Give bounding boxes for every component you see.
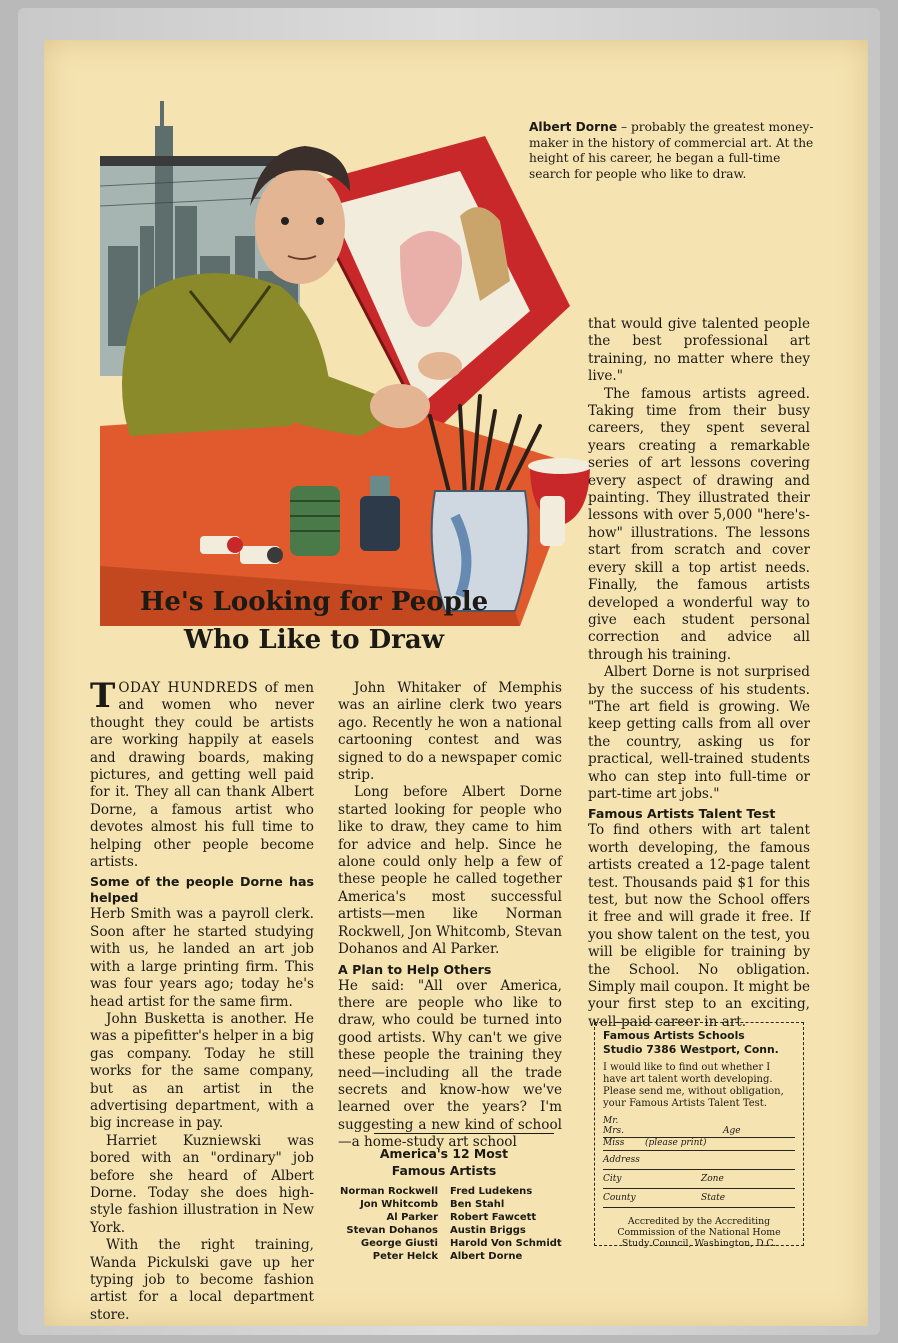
col3-paragraph-4: To find others with art talent worth developing, the famous artists created a 12-page talent test. Thousands paid $1 for this test, but now the School offers it free and will grade it free. If you show talent on the test, you will be eligible for training by the School. No obligation. Simply mail coupon. It might be your first step to an exciting, well-paid career in art.: [588, 822, 810, 1030]
artist-name: Fred Ludekens: [450, 1186, 533, 1197]
article-column-2: [338, 680, 562, 1152]
article-column-1: [90, 676, 314, 1324]
artist-name: Stevan Dohanos: [346, 1225, 438, 1236]
artist-name: George Giusti: [360, 1238, 438, 1249]
col2-paragraph-1: John Whitaker of Memphis was an airline clerk two years ago. Recently he won a national cartooning contest and was signed to do a newspaper comic strip.: [338, 680, 562, 784]
illustration-caption: [529, 120, 819, 182]
headline-line-2: Who Like to Draw: [183, 625, 445, 655]
artist-name: Harold Von Schmidt: [450, 1238, 562, 1249]
please-print-note: (please print): [645, 1138, 707, 1148]
coupon-body: I would like to find out whether I have art talent worth developing. Please send me, without obligation, your Famous Artists Talent Test.: [603, 1062, 784, 1109]
col1-paragraph-4: Harriet Kuzniewski was bored with an "ordinary" job before she heard of Albert Dorne. Today she does high-style fashion illustration in New York.: [90, 1132, 314, 1236]
col2-paragraph-2: Long before Albert Dorne started looking for people who like to draw, they came to him for advice and help. Since he alone could only help a few of these people he called together America's most successful artists—men like Norman Rockwell, Jon Whitcomb, Stevan Dohanos and Al Parker.: [338, 784, 562, 958]
field-mr-label: Mr.: [603, 1116, 619, 1126]
artist-name: Peter Helck: [372, 1251, 438, 1262]
col1-paragraph-5: With the right training, Wanda Pickulski gave up her typing job to become fashion artist for a local department store.: [90, 1237, 314, 1323]
field-age-label: Age: [723, 1126, 741, 1136]
artists-title-2: Famous Artists: [391, 1163, 497, 1178]
col1-paragraph-2: Herb Smith was a payroll clerk. Soon after he started studying with us, he landed an art job with a large printing firm. This was four years ago; today he's head artist for the same firm.: [90, 906, 314, 1010]
col1-p1-text: of men and women who never thought they could be artists are working happily at easels and drawing boards, making pictures, and getting well paid for it. They all can thank Albert Dorne, a famous artist who devotes almost his full time to helping other people become artists.: [90, 680, 314, 871]
city-zone-field[interactable]: [603, 1174, 795, 1189]
field-state-label: State: [701, 1193, 726, 1203]
comic-back-cover: [44, 40, 868, 1326]
field-miss-label: Miss: [603, 1138, 625, 1148]
col3-paragraph-1: that would give talented people the best professional art training, no matter where they live.": [588, 316, 810, 385]
artist-name: Robert Fawcett: [450, 1212, 537, 1223]
divider: [374, 1133, 554, 1134]
headline: [104, 583, 524, 659]
artist-name: Jon Whitcomb: [360, 1199, 438, 1210]
county-state-field[interactable]: [603, 1193, 795, 1208]
caption-name: Albert Dorne: [529, 120, 618, 134]
field-zone-label: Zone: [701, 1174, 724, 1184]
col1-paragraph-1: [90, 676, 314, 871]
col1-paragraph-3: John Busketta is another. He was a pipefitter's helper in a big gas company. Today he still works for the same company, but as an artist in the advertising department, with a big increase in pay.: [90, 1010, 314, 1132]
artist-name: Al Parker: [386, 1212, 438, 1223]
artist-name: Austin Briggs: [450, 1225, 526, 1236]
mail-coupon: [594, 1022, 804, 1249]
address-field[interactable]: [603, 1155, 795, 1170]
artist-name: Albert Dorne: [450, 1251, 523, 1262]
famous-artists-list: [334, 1145, 562, 1263]
field-city-label: City: [603, 1174, 622, 1184]
artist-names: [334, 1185, 562, 1263]
field-county-label: County: [603, 1193, 636, 1203]
caption-text: – probably the greatest money-maker in the history of commercial art. At the height of his career, he began a full-time search for people who like to draw.: [529, 120, 814, 181]
col1-subhead: Some of the people Dorne has helped: [90, 874, 314, 906]
field-mrs-label: Mrs.: [603, 1126, 624, 1136]
col3-paragraph-2: The famous artists agreed. Taking time from their busy careers, they spent several years creating a remarkable series of art lessons covering every aspect of drawing and painting. They illustrated their lessons with over 5,000 "here's-how" illustrations. The lessons start from scratch and cover every skill a top artist needs. Finally, the famous artists developed a wonderful way to give each student personal correction and advice all through his training.: [588, 385, 810, 663]
dropcap: T: [90, 676, 116, 716]
article-column-3: [588, 316, 810, 1031]
col3-paragraph-3: Albert Dorne is not surprised by the success of his students. "The art field is growing. We keep getting calls from all over the country, asking us for practical, well-trained students who can step into full-time or part-time art jobs.": [588, 664, 810, 802]
artists-title-1: America's 12 Most: [379, 1146, 509, 1161]
accreditation-note: Accredited by the Accrediting Commission of the National Home Study Council, Washington, D.C.: [617, 1216, 781, 1249]
col3-subhead: Famous Artists Talent Test: [588, 806, 776, 822]
col2-subhead: A Plan to Help Others: [338, 961, 492, 977]
artist-name: Ben Stahl: [450, 1199, 505, 1210]
coupon-studio-address: Studio 7386 Westport, Conn.: [603, 1042, 779, 1056]
headline-line-1: He's Looking for People: [139, 587, 489, 617]
col2-paragraph-3: He said: "All over America, there are people who like to draw, who could be turned into good artists. Why can't we give these people the training they need—including all the trade secrets and know-how we've learned over the years? I'm suggesting a new kind of school—a home-study art school: [338, 977, 562, 1151]
field-address-label: Address: [603, 1155, 640, 1165]
coupon-school-name: Famous Artists Schools: [603, 1029, 745, 1042]
artist-name: Norman Rockwell: [340, 1186, 438, 1197]
lead-caps: ODAY HUNDREDS: [118, 680, 259, 696]
